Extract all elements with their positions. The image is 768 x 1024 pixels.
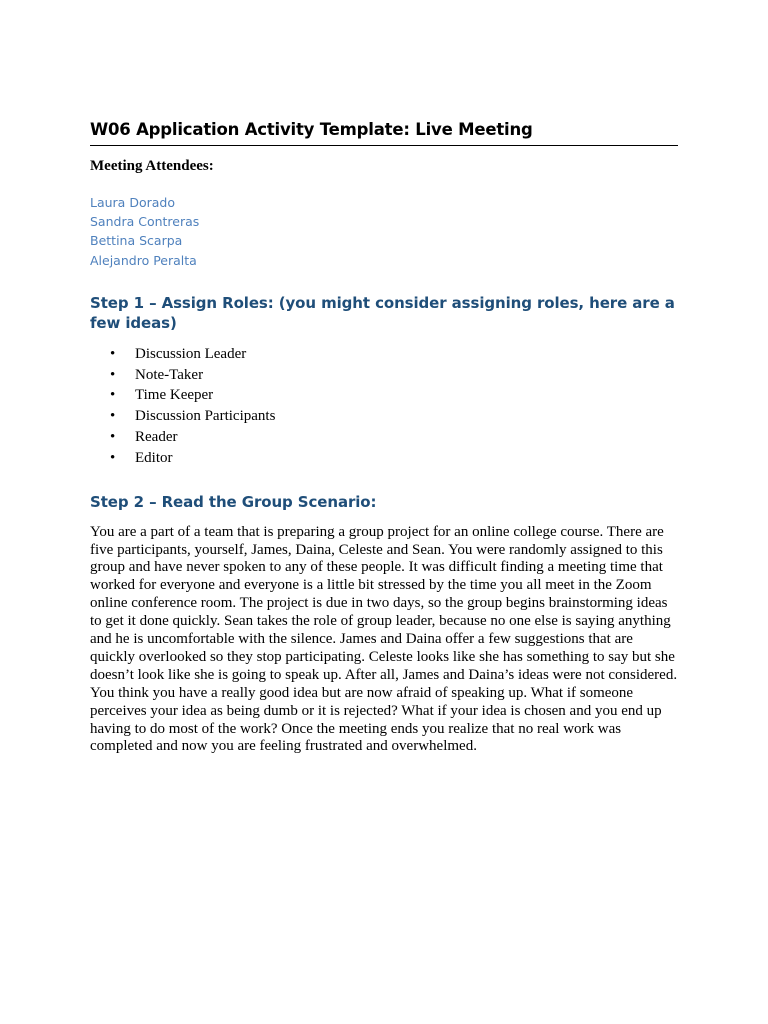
role-label: Reader <box>135 429 178 445</box>
role-item <box>90 344 678 365</box>
role-item <box>90 406 678 427</box>
role-label: Time Keeper <box>135 387 214 404</box>
bullet-icon: • <box>110 408 116 425</box>
scenario-paragraph: You are a part of a team that is preparing a group project for an online college course. There are five participants, yourself, James, Daina, Celeste and Sean. You were randomly assigned to this group and have never spoken to any of these people. It was difficult finding a meeting time that worked for everyone and everyone is a little bit stressed by the time you all meet in the Zoom online conference room. The project is due in two days, so the group begins brainstorming ideas to get it done quickly. Sean takes the role of group leader, because no one else is saying anything and he is uncomfortable with the silence. James and Daina offer a few suggestions that are quickly overlooked so they stop participating. Celeste looks like she has something to say but she doesn’t look like she is going to speak up. After all, James and Daina’s ideas were not considered. You think you have a really good idea but are now afraid of speaking up. What if someone perceives your idea as being dumb or it is rejected? What if your idea is chosen and you end up having to do most of the work? Once the meeting ends you realize that no real work was completed and now you are feeling frustrated and overwhelmed. <box>90 523 678 755</box>
bullet-icon: • <box>110 345 116 362</box>
attendees-heading: Meeting Attendees: <box>90 158 214 174</box>
attendee-item: Laura Dorado <box>90 195 175 210</box>
bullet-icon: • <box>110 449 116 466</box>
role-item <box>90 365 678 386</box>
role-item <box>90 385 678 406</box>
document-title: W06 Application Activity Template: Live Meeting <box>90 118 678 146</box>
role-label: Editor <box>135 449 173 466</box>
attendee-item: Sandra Contreras <box>90 214 200 230</box>
role-label: Note-Taker <box>135 366 204 383</box>
role-label: Discussion Leader <box>135 345 247 362</box>
role-label: Discussion Participants <box>135 408 276 425</box>
step1-heading: Step 1 – Assign Roles: (you might consider assigning roles, here are a few ideas) <box>90 293 675 332</box>
attendee-item: Alejandro Peralta <box>90 252 197 268</box>
attendee-list <box>90 193 678 270</box>
document-page <box>90 118 678 756</box>
bullet-icon: • <box>110 366 116 383</box>
roles-list <box>90 344 678 469</box>
bullet-icon: • <box>110 429 116 445</box>
role-item <box>90 448 678 469</box>
role-item <box>90 427 678 448</box>
bullet-icon: • <box>110 387 116 404</box>
attendee-item: Bettina Scarpa <box>90 233 183 249</box>
step2-heading: Step 2 – Read the Group Scenario: <box>90 492 377 511</box>
